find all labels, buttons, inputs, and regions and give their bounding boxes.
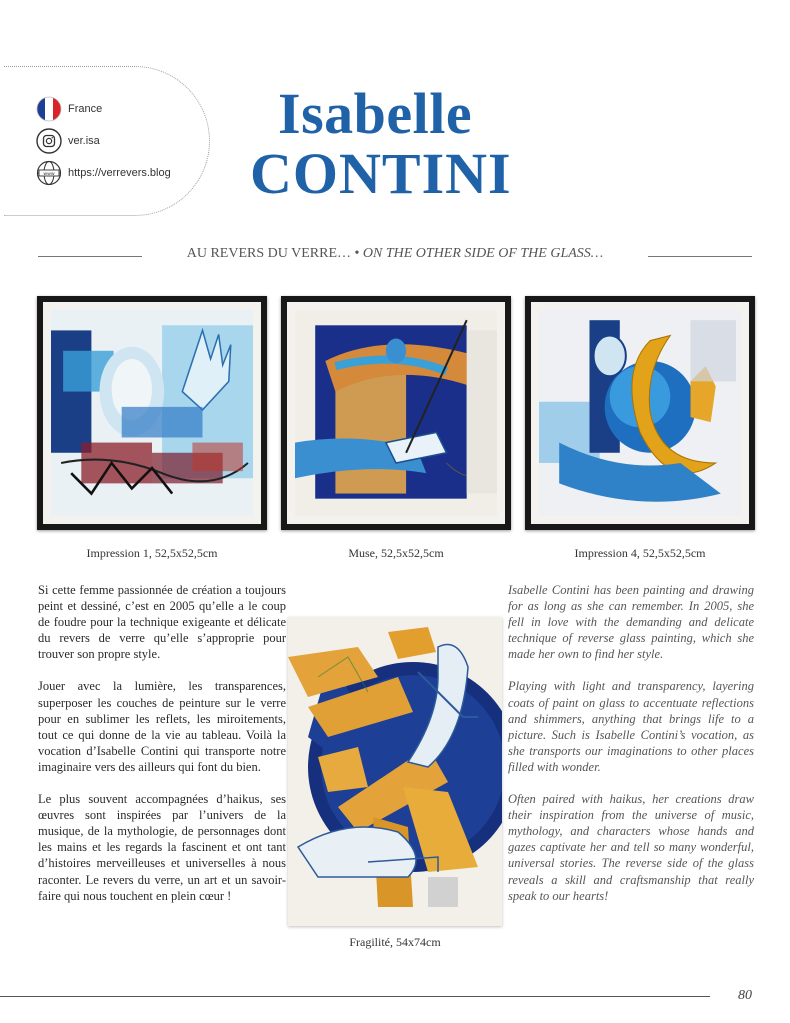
english-paragraph-2: Playing with light and transparency, layering coats of paint on glass to accentuate reflections and shimmers, anything that brings life to a picture. Such is Isabelle Contini’s vocation, as she transports our imaginations to other places filled with wonder. [508,679,754,774]
french-paragraph-3: Le plus souvent accompagnées d’haikus, ses œuvres sont inspirées par l’univers de la musique, de la mythologie, de personnages dont les mains et les regards la fascinent et ont tant d’histoires merveilleuses et universelles à nous raconter. Le revers du verre, un art et un savoir-faire qui nous touchent en plein cœur ! [38,792,286,903]
caption-impression-1: Impression 1, 52,5x52,5cm [86,546,218,560]
artwork-muse [281,296,511,530]
contact-country [36,96,102,122]
article-text-french [38,582,286,920]
artwork-impression-4 [525,296,755,530]
caption-impression-4: Impression 4, 52,5x52,5cm [574,546,706,560]
section-subtitle [0,246,790,262]
contact-box [4,66,210,216]
artwork-muse-image [295,310,497,516]
artist-first-name: Isabelle [278,81,473,146]
country-label: France [68,103,103,115]
subtitle-english: ON THE OTHER SIDE OF THE GLASS… [362,246,604,261]
english-paragraph-3: Often paired with haikus, her creations draw their inspiration from the universe of music, mythology, and characters whose hands and gazes captivate her and tell so many wonderful, universal stories. The reverse side of the glass reveals a skill and craftsmanship that really speak to our hearts! [508,792,754,903]
website-link[interactable]: https://verrevers.blog [68,167,171,179]
french-paragraph-1: Si cette femme passionnée de création a toujours peint et dessiné, c’est en 2005 qu’elle a le coup de foudre pour la technique exigeante et délicate du revers de verre qu’elle s’approprie pour trouver son propre style. [38,583,286,662]
svg-text:www: www [43,171,55,177]
france-flag-icon [36,96,62,122]
instagram-icon [36,128,62,154]
artwork-impression-4-image [539,310,741,516]
caption-muse: Muse, 52,5x52,5cm [348,546,444,560]
page-number: 80 [738,988,752,1003]
french-paragraph-2: Jouer avec la lumière, les transparences, superposer les couches de peinture sur le verre pour en sublimer les reflets, les miroitements, tout ce qui donne de la vie au tableau. Voilà la vocation d’Isabelle Contini qui transporte notre imaginaire vers des ailleurs qui font du bien. [38,679,286,774]
subtitle-french: AU REVERS DU VERRE… • [186,246,360,261]
article-text-english [508,582,754,920]
globe-www-icon [36,160,62,186]
contact-instagram[interactable] [36,128,100,154]
artwork-fragilite [288,617,502,926]
artwork-fragilite-image [288,617,502,926]
artist-last-name: CONTINI [250,141,512,206]
artwork-impression-1 [37,296,267,530]
english-paragraph-1: Isabelle Contini has been painting and drawing for as long as she can remember. In 2005, she fell in love with the demanding and delicate technique of reverse glass painting, which she made her own to find her style. [508,583,754,662]
instagram-handle[interactable]: ver.isa [68,135,100,147]
contact-website[interactable] [36,160,171,186]
caption-fragilite: Fragilité, 54x74cm [349,935,441,949]
footer-rule [0,996,710,997]
artwork-impression-1-image [51,310,253,516]
